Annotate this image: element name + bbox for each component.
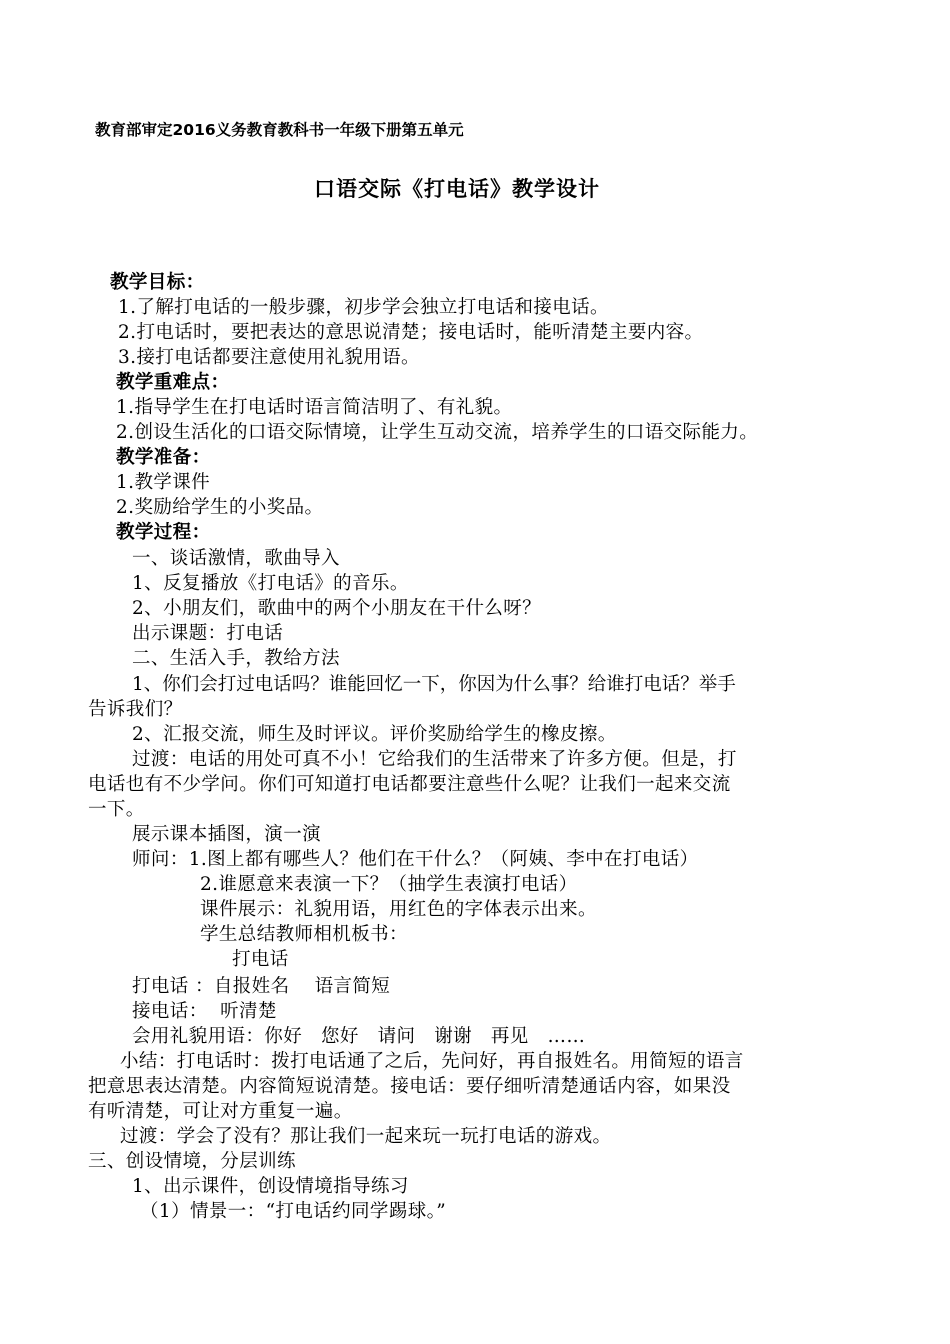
board-note-line: 接电话： 听清楚 (132, 1001, 277, 1022)
process-line: 过渡：学会了没有？那让我们一起来玩一玩打电话的游戏。 (120, 1126, 612, 1147)
process-line: 2、小朋友们，歌曲中的两个小朋友在干什么呀？ (132, 598, 542, 619)
process-line: 出示课题：打电话 (132, 623, 284, 644)
process-line: 展示课本插图，演一演 (132, 824, 322, 845)
summary-line: 有听清楚，可让对方重复一遍。 (88, 1101, 353, 1122)
summary-line: 把意思表达清楚。内容简短说清楚。接电话：要仔细听清楚通话内容，如果没 (88, 1076, 731, 1097)
goal-item: 2.打电话时，要把表达的意思说清楚；接电话时，能听清楚主要内容。 (118, 322, 704, 343)
key-point-item: 2.创设生活化的口语交际情境，让学生互动交流，培养学生的口语交际能力。 (116, 422, 759, 443)
text-span: 1、你们会打过电话吗？谁能回忆一下，你因为什么事？给谁打电话？举手 (132, 674, 736, 695)
process-line: 一下。 (88, 799, 145, 820)
board-note-line: 打电话 ：自报姓名 语言简短 (132, 976, 391, 997)
process-line: 2、汇报交流，师生及时评议。评价奖励给学生的橡皮擦。 (132, 724, 617, 745)
goals-heading: 教学目标： (110, 272, 205, 293)
preparation-item: 2.奖励给学生的小奖品。 (116, 497, 324, 518)
process-line: （1）情景一：“打电话约同学踢球。” (140, 1201, 447, 1222)
section-heading: 二、生活入手，教给方法 (132, 648, 340, 669)
key-point-item: 1.指导学生在打电话时语言简洁明了、有礼貌。 (116, 397, 513, 418)
process-line (132, 673, 860, 697)
goal-item: 3.接打电话都要注意使用礼貌用语。 (118, 347, 420, 368)
textbook-header: 教育部审定2016义务教育教科书一年级下册第五单元 (95, 121, 464, 139)
board-note-line: 会用礼貌用语：你好 您好 请问 谢谢 再见 …… (132, 1026, 586, 1047)
summary-line: 小结：打电话时：拨打电话通了之后，先问好，再自报姓名。用简短的语言 (120, 1051, 744, 1072)
process-line: 告诉我们？ (88, 699, 183, 720)
key-points-heading: 教学重难点： (116, 372, 230, 393)
section-heading: 一、谈话激情，歌曲导入 (132, 548, 340, 569)
process-heading: 教学过程： (116, 522, 211, 543)
board-note-title: 打电话 (232, 949, 289, 970)
page-title: 口语交际《打电话》教学设计 (314, 177, 600, 201)
process-line: 课件展示：礼貌用语，用红色的字体表示出来。 (200, 899, 597, 920)
section-heading: 三、创设情境，分层训练 (88, 1151, 296, 1172)
preparation-heading: 教学准备： (116, 447, 211, 468)
process-line: 学生总结教师相机板书： (200, 924, 408, 945)
process-line: 2.谁愿意来表演一下？（抽学生表演打电话） (200, 874, 578, 895)
process-line: 1、出示课件，创设情境指导练习 (132, 1176, 409, 1197)
preparation-item: 1.教学课件 (116, 472, 211, 493)
process-line: 1、反复播放《打电话》的音乐。 (132, 573, 409, 594)
process-line: 电话也有不少学问。你们可知道打电话都要注意些什么呢？让我们一起来交流 (88, 774, 731, 795)
process-line: 过渡：电话的用处可真不小！它给我们的生活带来了许多方便。但是，打 (132, 749, 737, 770)
process-line: 师问：1.图上都有哪些人？他们在干什么？（阿姨、李中在打电话） (132, 849, 699, 870)
goal-item: 1.了解打电话的一般步骤，初步学会独立打电话和接电话。 (118, 297, 609, 318)
